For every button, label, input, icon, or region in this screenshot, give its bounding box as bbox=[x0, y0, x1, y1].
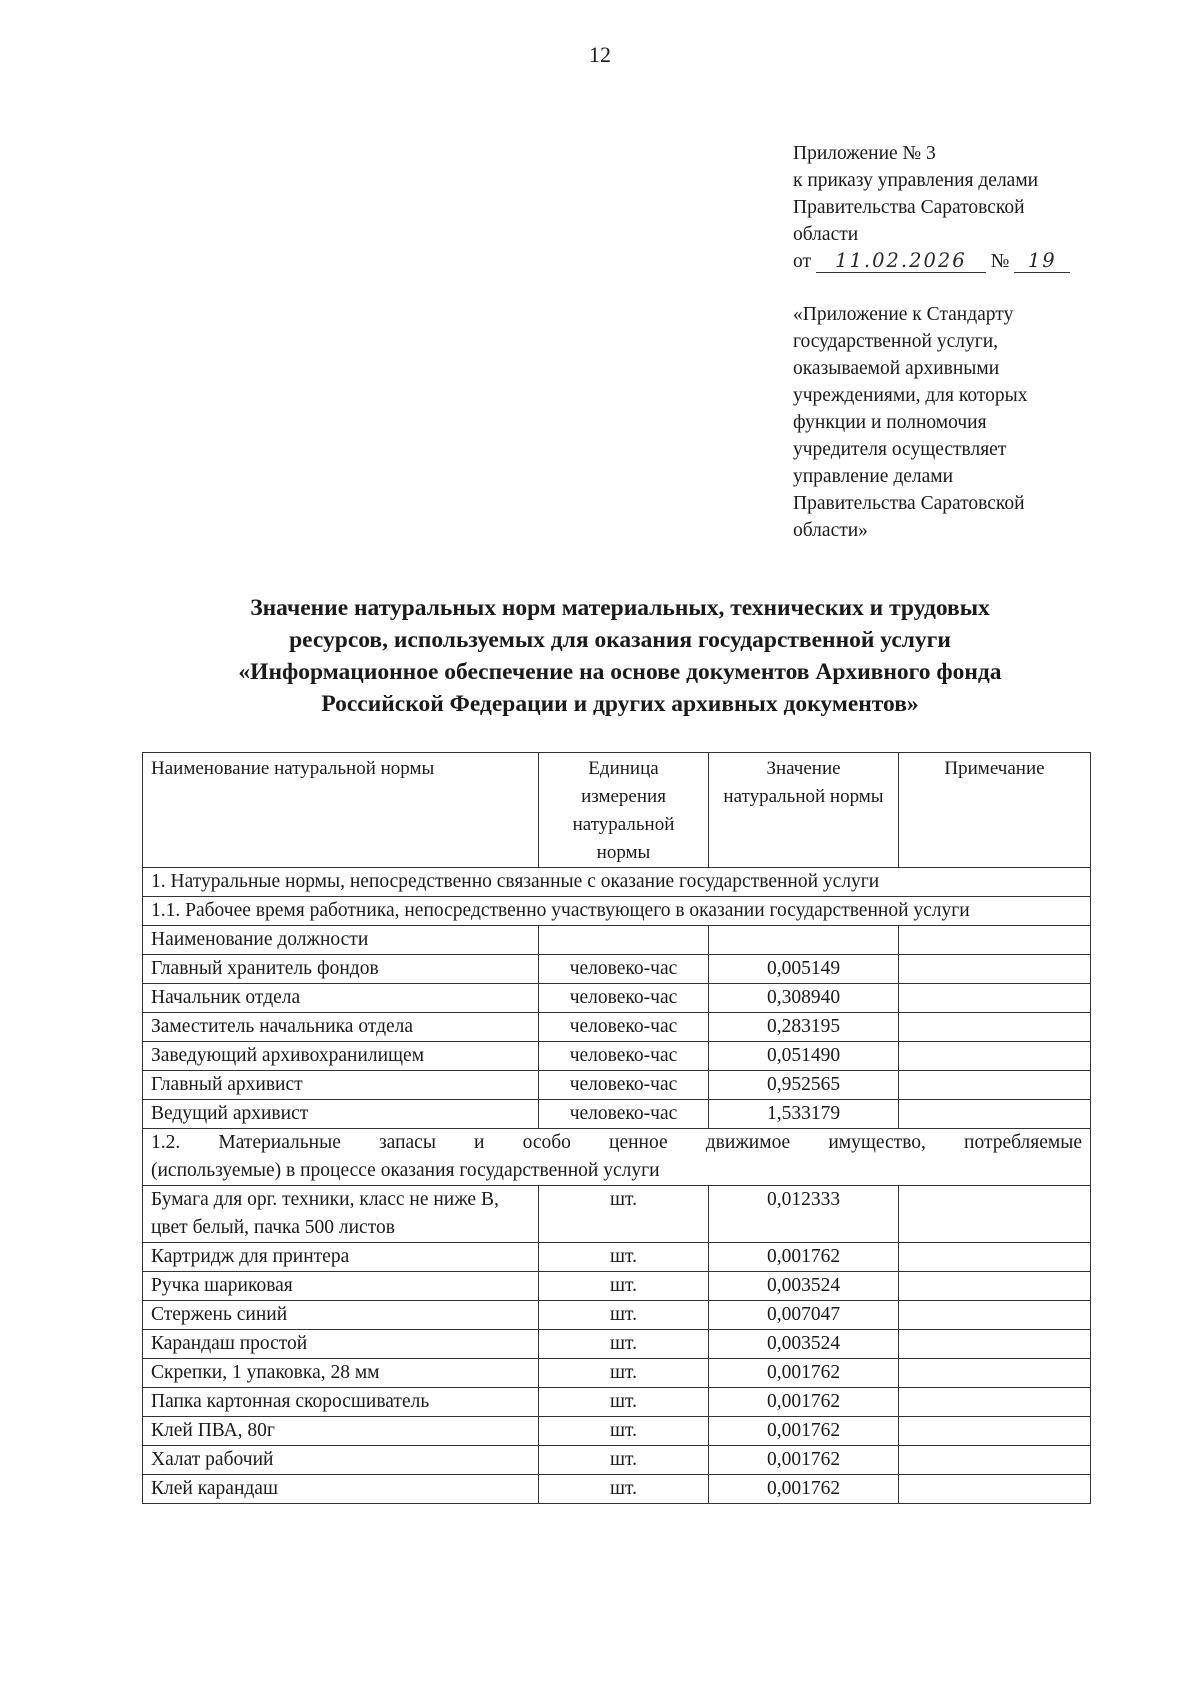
row-name: Скрепки, 1 упаковка, 28 мм bbox=[143, 1359, 539, 1388]
row-note bbox=[899, 1042, 1091, 1071]
row-value: 0,012333 bbox=[709, 1186, 899, 1243]
row-value: 0,007047 bbox=[709, 1301, 899, 1330]
row-value: 1,533179 bbox=[709, 1100, 899, 1129]
row-unit: шт. bbox=[539, 1301, 709, 1330]
row-unit: шт. bbox=[539, 1388, 709, 1417]
row-unit: шт. bbox=[539, 1243, 709, 1272]
row-name: Ручка шариковая bbox=[143, 1272, 539, 1301]
table-row bbox=[143, 1186, 1091, 1243]
handwritten-number: 19 bbox=[1014, 250, 1070, 273]
header-unit: Единица измерения натуральной нормы bbox=[539, 753, 709, 868]
appendix-line: к приказу управления делами bbox=[793, 170, 1039, 191]
row-value: 0,001762 bbox=[709, 1446, 899, 1475]
row-name: Стержень синий bbox=[143, 1301, 539, 1330]
table-row bbox=[143, 1359, 1091, 1388]
row-value: 0,001762 bbox=[709, 1475, 899, 1504]
appendix-line: области bbox=[793, 224, 859, 245]
reference-line: оказываемой архивными bbox=[793, 358, 1000, 379]
row-note bbox=[899, 1243, 1091, 1272]
header-note: Примечание bbox=[899, 753, 1091, 868]
row-name: Заместитель начальника отдела bbox=[143, 1013, 539, 1042]
table-row bbox=[143, 1388, 1091, 1417]
reference-line: Правительства Саратовской bbox=[793, 493, 1025, 514]
row-note bbox=[899, 1100, 1091, 1129]
page-number: 12 bbox=[589, 42, 611, 67]
row-unit: шт. bbox=[539, 1272, 709, 1301]
table-row bbox=[143, 1071, 1091, 1100]
reference-line: управление делами bbox=[793, 466, 954, 487]
empty-cell bbox=[539, 926, 709, 955]
reference-line: функции и полномочия bbox=[793, 412, 987, 433]
number-prefix: № bbox=[990, 251, 1010, 272]
row-name: Заведующий архивохранилищем bbox=[143, 1042, 539, 1071]
row-note bbox=[899, 1301, 1091, 1330]
document-title bbox=[130, 592, 1110, 720]
row-unit: человеко-час bbox=[539, 1013, 709, 1042]
table-row bbox=[143, 1330, 1091, 1359]
row-value: 0,001762 bbox=[709, 1359, 899, 1388]
row-name: Бумага для орг. техники, класс не ниже В, цвет белый, пачка 500 листов bbox=[143, 1186, 539, 1243]
row-value: 0,001762 bbox=[709, 1243, 899, 1272]
row-note bbox=[899, 1359, 1091, 1388]
row-note bbox=[899, 1475, 1091, 1504]
section-row bbox=[143, 897, 1091, 926]
reference-line: учредителя осуществляет bbox=[793, 439, 1007, 460]
row-note bbox=[899, 1186, 1091, 1243]
section-1-2-line: 1.2. Материальные запасы и особо ценное движимое имущество, потребляемые bbox=[151, 1132, 1082, 1153]
row-name: Начальник отдела bbox=[143, 984, 539, 1013]
row-name: Клей карандаш bbox=[143, 1475, 539, 1504]
table-header-row bbox=[143, 753, 1091, 868]
table-row bbox=[143, 955, 1091, 984]
row-note bbox=[899, 1388, 1091, 1417]
table-row bbox=[143, 1243, 1091, 1272]
table-row bbox=[143, 1475, 1091, 1504]
table-row bbox=[143, 1272, 1091, 1301]
standard-reference bbox=[793, 301, 1123, 544]
row-value: 0,952565 bbox=[709, 1071, 899, 1100]
row-unit: шт. bbox=[539, 1417, 709, 1446]
table-row bbox=[143, 1013, 1091, 1042]
appendix-line: Правительства Саратовской bbox=[793, 197, 1025, 218]
row-value: 0,051490 bbox=[709, 1042, 899, 1071]
row-value: 0,003524 bbox=[709, 1330, 899, 1359]
row-note bbox=[899, 955, 1091, 984]
row-name: Халат рабочий bbox=[143, 1446, 539, 1475]
row-note bbox=[899, 1071, 1091, 1100]
section-row bbox=[143, 1129, 1091, 1186]
section-1-2-line: (используемые) в процессе оказания государственной услуги bbox=[151, 1160, 660, 1181]
row-name: Главный хранитель фондов bbox=[143, 955, 539, 984]
title-line: Российской Федерации и других архивных документов» bbox=[321, 691, 919, 717]
table-row bbox=[143, 926, 1091, 955]
row-name: Папка картонная скоросшиватель bbox=[143, 1388, 539, 1417]
reference-line: области» bbox=[793, 520, 868, 541]
row-name: Карандаш простой bbox=[143, 1330, 539, 1359]
row-unit: шт. bbox=[539, 1475, 709, 1504]
row-unit: человеко-час bbox=[539, 1042, 709, 1071]
row-unit: шт. bbox=[539, 1186, 709, 1243]
appendix-block bbox=[793, 140, 1123, 544]
row-note bbox=[899, 1446, 1091, 1475]
date-prefix: от bbox=[793, 251, 812, 272]
row-name: Главный архивист bbox=[143, 1071, 539, 1100]
header-value: Значение натуральной нормы bbox=[709, 753, 899, 868]
table-row bbox=[143, 1301, 1091, 1330]
appendix-line: Приложение № 3 bbox=[793, 143, 936, 164]
reference-line: учреждениями, для которых bbox=[793, 385, 1028, 406]
table-row bbox=[143, 1042, 1091, 1071]
table-row bbox=[143, 984, 1091, 1013]
row-unit: человеко-час bbox=[539, 1071, 709, 1100]
row-value: 0,001762 bbox=[709, 1388, 899, 1417]
row-note bbox=[899, 1330, 1091, 1359]
row-note bbox=[899, 1272, 1091, 1301]
section-1-1: 1.1. Рабочее время работника, непосредственно участвующего в оказании государственной услуги bbox=[143, 897, 1091, 926]
row-unit: шт. bbox=[539, 1359, 709, 1388]
title-line: ресурсов, используемых для оказания государственной услуги bbox=[289, 627, 951, 653]
table-row bbox=[143, 1446, 1091, 1475]
row-unit: человеко-час bbox=[539, 955, 709, 984]
row-value: 0,308940 bbox=[709, 984, 899, 1013]
handwritten-date: 11.02.2026 bbox=[816, 250, 986, 273]
row-name: Клей ПВА, 80г bbox=[143, 1417, 539, 1446]
row-value: 0,283195 bbox=[709, 1013, 899, 1042]
row-value: 0,005149 bbox=[709, 955, 899, 984]
section-1-2 bbox=[143, 1129, 1091, 1186]
row-unit: человеко-час bbox=[539, 1100, 709, 1129]
table-row bbox=[143, 1417, 1091, 1446]
reference-line: государственной услуги, bbox=[793, 331, 999, 352]
title-line: «Информационное обеспечение на основе документов Архивного фонда bbox=[238, 659, 1002, 685]
row-unit: человеко-час bbox=[539, 984, 709, 1013]
position-header: Наименование должности bbox=[143, 926, 539, 955]
row-value: 0,001762 bbox=[709, 1417, 899, 1446]
row-note bbox=[899, 984, 1091, 1013]
empty-cell bbox=[709, 926, 899, 955]
empty-cell bbox=[899, 926, 1091, 955]
row-note bbox=[899, 1417, 1091, 1446]
table-row bbox=[143, 1100, 1091, 1129]
row-note bbox=[899, 1013, 1091, 1042]
row-name: Ведущий архивист bbox=[143, 1100, 539, 1129]
title-line: Значение натуральных норм материальных, технических и трудовых bbox=[250, 595, 990, 621]
section-1: 1. Натуральные нормы, непосредственно связанные с оказание государственной услуги bbox=[143, 868, 1091, 897]
row-unit: шт. bbox=[539, 1330, 709, 1359]
row-unit: шт. bbox=[539, 1446, 709, 1475]
reference-line: «Приложение к Стандарту bbox=[793, 304, 1014, 325]
norms-table bbox=[142, 752, 1091, 1504]
header-name: Наименование натуральной нормы bbox=[143, 753, 539, 868]
section-row bbox=[143, 868, 1091, 897]
row-name: Картридж для принтера bbox=[143, 1243, 539, 1272]
order-date-line bbox=[793, 248, 1123, 275]
row-value: 0,003524 bbox=[709, 1272, 899, 1301]
